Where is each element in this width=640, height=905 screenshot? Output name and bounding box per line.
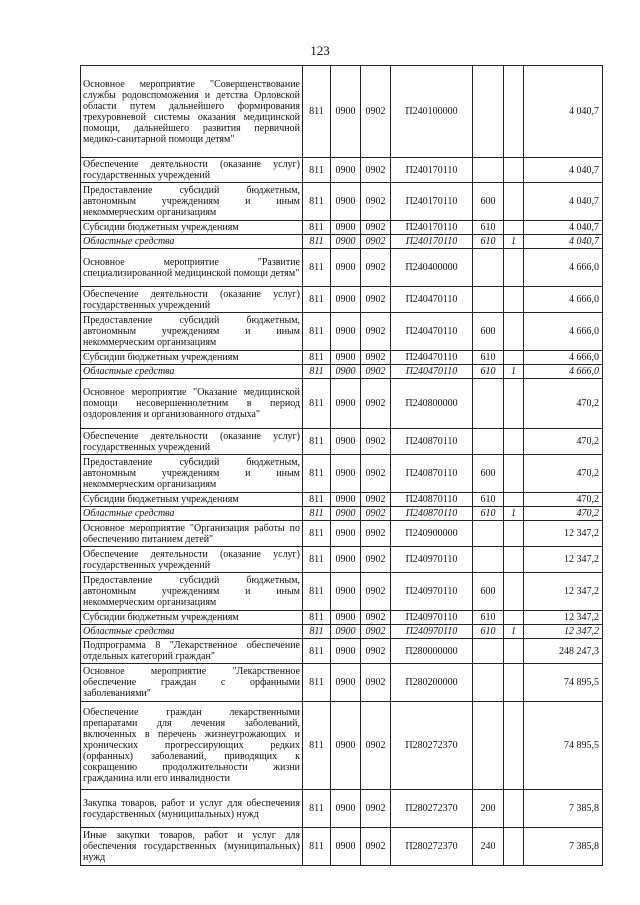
funding-source-cell xyxy=(504,547,524,573)
row-name-cell: Предоставление субсидий бюджетным, автономным учреждениям и иным некоммерческим организациям xyxy=(81,313,303,351)
expense-type-cell: 610 xyxy=(473,493,504,507)
subsection-cell: 0902 xyxy=(361,183,391,221)
amount-cell: 12 347,2 xyxy=(524,611,603,625)
section-cell: 0900 xyxy=(331,639,361,664)
expense-type-cell xyxy=(473,287,504,313)
grbs-cell: 811 xyxy=(303,455,331,493)
expense-type-cell xyxy=(473,429,504,455)
table-row xyxy=(81,221,603,235)
table-row xyxy=(81,664,603,702)
funding-source-cell xyxy=(504,287,524,313)
funding-source-cell xyxy=(504,429,524,455)
expense-type-cell: 610 xyxy=(473,611,504,625)
section-cell: 0900 xyxy=(331,351,361,365)
grbs-cell: 811 xyxy=(303,183,331,221)
row-name-cell: Субсидии бюджетным учреждениям xyxy=(81,351,303,365)
grbs-cell: 811 xyxy=(303,547,331,573)
row-name-cell: Обеспечение деятельности (оказание услуг) государственных учреждений xyxy=(81,429,303,455)
subsection-cell: 0902 xyxy=(361,379,391,429)
table-row xyxy=(81,313,603,351)
grbs-cell: 811 xyxy=(303,790,331,828)
row-name-cell: Основное мероприятие "Лекарственное обеспечение граждан с орфанными заболеваниями" xyxy=(81,664,303,702)
table-row xyxy=(81,547,603,573)
expense-type-cell xyxy=(473,639,504,664)
row-name-cell: Обеспечение деятельности (оказание услуг) государственных учреждений xyxy=(81,158,303,183)
table-row xyxy=(81,702,603,790)
row-name-cell: Субсидии бюджетным учреждениям xyxy=(81,611,303,625)
grbs-cell: 811 xyxy=(303,828,331,866)
grbs-cell: 811 xyxy=(303,235,331,249)
target-article-cell: П240170110 xyxy=(391,183,473,221)
section-cell: 0900 xyxy=(331,249,361,287)
subsection-cell: 0902 xyxy=(361,455,391,493)
section-cell: 0900 xyxy=(331,183,361,221)
expense-type-cell xyxy=(473,66,504,158)
table-row xyxy=(81,158,603,183)
expense-type-cell: 610 xyxy=(473,625,504,639)
section-cell: 0900 xyxy=(331,455,361,493)
funding-source-cell xyxy=(504,639,524,664)
grbs-cell: 811 xyxy=(303,702,331,790)
grbs-cell: 811 xyxy=(303,313,331,351)
target-article-cell: П280272370 xyxy=(391,828,473,866)
section-cell: 0900 xyxy=(331,221,361,235)
subsection-cell: 0902 xyxy=(361,702,391,790)
row-name-cell: Закупка товаров, работ и услуг для обеспечения государственных (муниципальных) нужд xyxy=(81,790,303,828)
section-cell: 0900 xyxy=(331,429,361,455)
amount-cell: 470,2 xyxy=(524,493,603,507)
grbs-cell: 811 xyxy=(303,507,331,521)
section-cell: 0900 xyxy=(331,573,361,611)
amount-cell: 4 040,7 xyxy=(524,235,603,249)
subsection-cell: 0902 xyxy=(361,790,391,828)
table-row xyxy=(81,828,603,866)
funding-source-cell: 1 xyxy=(504,625,524,639)
subsection-cell: 0902 xyxy=(361,313,391,351)
expense-type-cell xyxy=(473,702,504,790)
subsection-cell: 0902 xyxy=(361,573,391,611)
subsection-cell: 0902 xyxy=(361,235,391,249)
subsection-cell: 0902 xyxy=(361,639,391,664)
section-cell: 0900 xyxy=(331,365,361,379)
amount-cell: 470,2 xyxy=(524,455,603,493)
funding-source-cell xyxy=(504,313,524,351)
expense-type-cell: 600 xyxy=(473,313,504,351)
table-row xyxy=(81,235,603,249)
funding-source-cell xyxy=(504,828,524,866)
row-name-cell: Предоставление субсидий бюджетным, автономным учреждениям и иным некоммерческим организациям xyxy=(81,183,303,221)
target-article-cell: П240470110 xyxy=(391,313,473,351)
expense-type-cell xyxy=(473,521,504,547)
target-article-cell: П240400000 xyxy=(391,249,473,287)
amount-cell: 4 040,7 xyxy=(524,183,603,221)
amount-cell: 12 347,2 xyxy=(524,521,603,547)
funding-source-cell xyxy=(504,493,524,507)
grbs-cell: 811 xyxy=(303,521,331,547)
target-article-cell: П240970110 xyxy=(391,547,473,573)
target-article-cell: П240170110 xyxy=(391,235,473,249)
amount-cell: 4 666,0 xyxy=(524,313,603,351)
table-row xyxy=(81,249,603,287)
section-cell: 0900 xyxy=(331,828,361,866)
grbs-cell: 811 xyxy=(303,664,331,702)
amount-cell: 4 040,7 xyxy=(524,66,603,158)
subsection-cell: 0902 xyxy=(361,828,391,866)
table-body xyxy=(81,66,603,866)
amount-cell: 4 040,7 xyxy=(524,158,603,183)
section-cell: 0900 xyxy=(331,235,361,249)
amount-cell: 4 040,7 xyxy=(524,221,603,235)
subsection-cell: 0902 xyxy=(361,351,391,365)
section-cell: 0900 xyxy=(331,702,361,790)
grbs-cell: 811 xyxy=(303,351,331,365)
funding-source-cell xyxy=(504,455,524,493)
table-row xyxy=(81,429,603,455)
row-name-cell: Предоставление субсидий бюджетным, автономным учреждениям и иным некоммерческим организациям xyxy=(81,573,303,611)
target-article-cell: П280272370 xyxy=(391,702,473,790)
page-number: 123 xyxy=(310,43,330,58)
funding-source-cell: 1 xyxy=(504,235,524,249)
amount-cell: 12 347,2 xyxy=(524,573,603,611)
amount-cell: 7 385,8 xyxy=(524,790,603,828)
grbs-cell: 811 xyxy=(303,625,331,639)
section-cell: 0900 xyxy=(331,547,361,573)
funding-source-cell xyxy=(504,351,524,365)
table-row xyxy=(81,493,603,507)
table-row xyxy=(81,625,603,639)
expense-type-cell xyxy=(473,379,504,429)
target-article-cell: П240870110 xyxy=(391,507,473,521)
funding-source-cell xyxy=(504,702,524,790)
amount-cell: 470,2 xyxy=(524,429,603,455)
grbs-cell: 811 xyxy=(303,158,331,183)
budget-table xyxy=(80,65,603,866)
funding-source-cell xyxy=(504,573,524,611)
row-name-cell: Обеспечение деятельности (оказание услуг) государственных учреждений xyxy=(81,547,303,573)
subsection-cell: 0902 xyxy=(361,66,391,158)
target-article-cell: П240970110 xyxy=(391,611,473,625)
row-name-cell: Основное мероприятие "Оказание медицинской помощи несовершеннолетним в период оздоровления и организованного отдыха" xyxy=(81,379,303,429)
row-name-cell: Областные средства xyxy=(81,235,303,249)
row-name-cell: Областные средства xyxy=(81,625,303,639)
grbs-cell: 811 xyxy=(303,379,331,429)
row-name-cell: Основное мероприятие "Совершенствование службы родовспоможения и детства Орловской области путем дальнейшего формирования трехуровневой системы оказания медицинской помощи, дальнейшего развития первичной медико-санитарной помощи детям" xyxy=(81,66,303,158)
target-article-cell: П240170110 xyxy=(391,221,473,235)
section-cell: 0900 xyxy=(331,287,361,313)
funding-source-cell xyxy=(504,521,524,547)
expense-type-cell: 610 xyxy=(473,235,504,249)
subsection-cell: 0902 xyxy=(361,521,391,547)
expense-type-cell: 600 xyxy=(473,573,504,611)
grbs-cell: 811 xyxy=(303,573,331,611)
section-cell: 0900 xyxy=(331,493,361,507)
section-cell: 0900 xyxy=(331,313,361,351)
row-name-cell: Обеспечение деятельности (оказание услуг) государственных учреждений xyxy=(81,287,303,313)
expense-type-cell: 610 xyxy=(473,365,504,379)
target-article-cell: П240970110 xyxy=(391,573,473,611)
row-name-cell: Подпрограмма 8 "Лекарственное обеспечение отдельных категорий граждан" xyxy=(81,639,303,664)
expense-type-cell: 200 xyxy=(473,790,504,828)
amount-cell: 4 666,0 xyxy=(524,249,603,287)
amount-cell: 74 895,5 xyxy=(524,702,603,790)
section-cell: 0900 xyxy=(331,507,361,521)
section-cell: 0900 xyxy=(331,66,361,158)
funding-source-cell xyxy=(504,183,524,221)
subsection-cell: 0902 xyxy=(361,507,391,521)
expense-type-cell: 610 xyxy=(473,507,504,521)
subsection-cell: 0902 xyxy=(361,221,391,235)
amount-cell: 470,2 xyxy=(524,507,603,521)
target-article-cell: П240870110 xyxy=(391,455,473,493)
expense-type-cell xyxy=(473,547,504,573)
table-row xyxy=(81,351,603,365)
table-row xyxy=(81,573,603,611)
amount-cell: 12 347,2 xyxy=(524,625,603,639)
section-cell: 0900 xyxy=(331,611,361,625)
subsection-cell: 0902 xyxy=(361,365,391,379)
target-article-cell: П280200000 xyxy=(391,664,473,702)
subsection-cell: 0902 xyxy=(361,664,391,702)
expense-type-cell xyxy=(473,158,504,183)
expense-type-cell xyxy=(473,664,504,702)
table-row xyxy=(81,66,603,158)
section-cell: 0900 xyxy=(331,379,361,429)
target-article-cell: П240870110 xyxy=(391,429,473,455)
subsection-cell: 0902 xyxy=(361,611,391,625)
section-cell: 0900 xyxy=(331,158,361,183)
funding-source-cell xyxy=(504,664,524,702)
table-row xyxy=(81,507,603,521)
funding-source-cell xyxy=(504,221,524,235)
grbs-cell: 811 xyxy=(303,639,331,664)
table-row xyxy=(81,521,603,547)
row-name-cell: Субсидии бюджетным учреждениям xyxy=(81,221,303,235)
expense-type-cell: 240 xyxy=(473,828,504,866)
grbs-cell: 811 xyxy=(303,66,331,158)
funding-source-cell xyxy=(504,611,524,625)
row-name-cell: Субсидии бюджетным учреждениям xyxy=(81,493,303,507)
row-name-cell: Обеспечение граждан лекарственными препаратами для лечения заболеваний, включенных в перечень жизнеугрожающих и хронических прогрессирующих редких (орфанных) заболеваний, приводящих к сокращению продолжительности жизни гражданина или его инвалидности xyxy=(81,702,303,790)
expense-type-cell: 600 xyxy=(473,183,504,221)
section-cell: 0900 xyxy=(331,664,361,702)
subsection-cell: 0902 xyxy=(361,625,391,639)
target-article-cell: П280000000 xyxy=(391,639,473,664)
expense-type-cell xyxy=(473,249,504,287)
row-name-cell: Областные средства xyxy=(81,365,303,379)
table-row xyxy=(81,639,603,664)
amount-cell: 4 666,0 xyxy=(524,351,603,365)
target-article-cell: П240900000 xyxy=(391,521,473,547)
target-article-cell: П240470110 xyxy=(391,365,473,379)
table-row xyxy=(81,790,603,828)
section-cell: 0900 xyxy=(331,521,361,547)
subsection-cell: 0902 xyxy=(361,249,391,287)
target-article-cell: П240470110 xyxy=(391,351,473,365)
amount-cell: 4 666,0 xyxy=(524,365,603,379)
subsection-cell: 0902 xyxy=(361,493,391,507)
row-name-cell: Иные закупки товаров, работ и услуг для обеспечения государственных (муниципальных) нужд xyxy=(81,828,303,866)
grbs-cell: 811 xyxy=(303,287,331,313)
table-row xyxy=(81,379,603,429)
table-row xyxy=(81,455,603,493)
section-cell: 0900 xyxy=(331,790,361,828)
amount-cell: 248 247,3 xyxy=(524,639,603,664)
subsection-cell: 0902 xyxy=(361,429,391,455)
target-article-cell: П280272370 xyxy=(391,790,473,828)
subsection-cell: 0902 xyxy=(361,287,391,313)
funding-source-cell: 1 xyxy=(504,365,524,379)
table-row xyxy=(81,365,603,379)
table-row xyxy=(81,287,603,313)
expense-type-cell: 600 xyxy=(473,455,504,493)
funding-source-cell: 1 xyxy=(504,507,524,521)
target-article-cell: П240470110 xyxy=(391,287,473,313)
grbs-cell: 811 xyxy=(303,611,331,625)
grbs-cell: 811 xyxy=(303,365,331,379)
row-name-cell: Основное мероприятие "Организация работы по обеспечению питанием детей" xyxy=(81,521,303,547)
target-article-cell: П240170110 xyxy=(391,158,473,183)
table-row xyxy=(81,183,603,221)
amount-cell: 7 385,8 xyxy=(524,828,603,866)
funding-source-cell xyxy=(504,249,524,287)
grbs-cell: 811 xyxy=(303,249,331,287)
grbs-cell: 811 xyxy=(303,429,331,455)
row-name-cell: Основное мероприятие "Развитие специализированной медицинской помощи детям" xyxy=(81,249,303,287)
amount-cell: 12 347,2 xyxy=(524,547,603,573)
funding-source-cell xyxy=(504,790,524,828)
funding-source-cell xyxy=(504,379,524,429)
section-cell: 0900 xyxy=(331,625,361,639)
grbs-cell: 811 xyxy=(303,493,331,507)
target-article-cell: П240970110 xyxy=(391,625,473,639)
grbs-cell: 811 xyxy=(303,221,331,235)
amount-cell: 4 666,0 xyxy=(524,287,603,313)
row-name-cell: Областные средства xyxy=(81,507,303,521)
amount-cell: 470,2 xyxy=(524,379,603,429)
amount-cell: 74 895,5 xyxy=(524,664,603,702)
table-row xyxy=(81,611,603,625)
target-article-cell: П240100000 xyxy=(391,66,473,158)
expense-type-cell: 610 xyxy=(473,351,504,365)
expense-type-cell: 610 xyxy=(473,221,504,235)
target-article-cell: П240870110 xyxy=(391,493,473,507)
subsection-cell: 0902 xyxy=(361,158,391,183)
funding-source-cell xyxy=(504,158,524,183)
row-name-cell: Предоставление субсидий бюджетным, автономным учреждениям и иным некоммерческим организациям xyxy=(81,455,303,493)
target-article-cell: П240800000 xyxy=(391,379,473,429)
subsection-cell: 0902 xyxy=(361,547,391,573)
funding-source-cell xyxy=(504,66,524,158)
